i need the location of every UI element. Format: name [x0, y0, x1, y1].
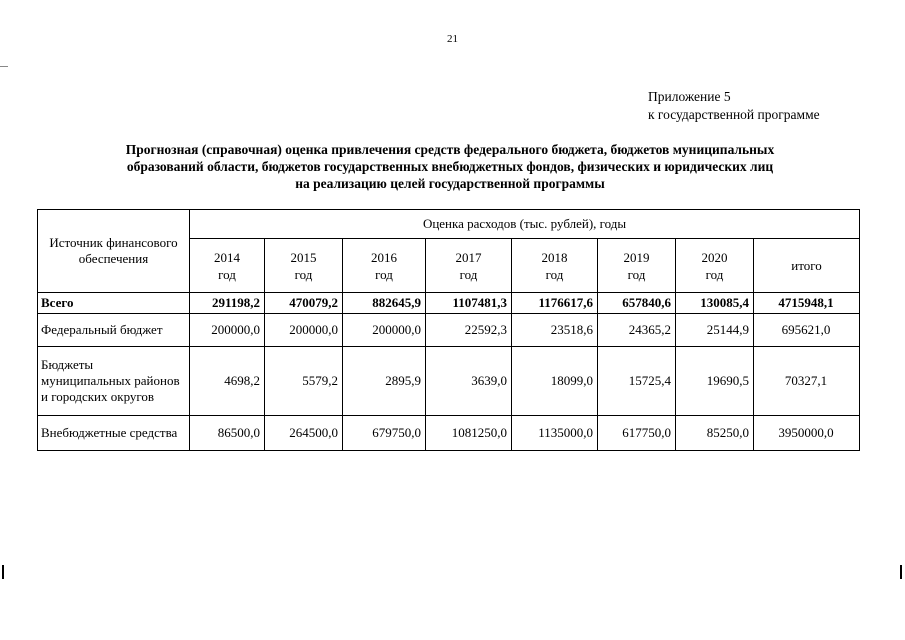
year-unit: год [627, 266, 646, 282]
cell-value: 1135000,0 [512, 416, 598, 451]
year-unit: год [545, 266, 564, 282]
appendix-note [648, 88, 820, 124]
title-line-3: на реализацию целей государственной программы [295, 176, 605, 191]
cell-total: 4715948,1 [754, 293, 860, 314]
page-number: 21 [447, 33, 458, 45]
year-number: 2017 [455, 249, 482, 265]
year-number: 2015 [290, 249, 317, 265]
header-year-2014 [190, 239, 265, 293]
header-source: Источник финансового обеспечения [38, 210, 190, 293]
row-label: Внебюджетные средства [38, 416, 190, 451]
cell-value: 25144,9 [676, 314, 754, 347]
header-estimate: Оценка расходов (тыс. рублей), годы [190, 210, 860, 239]
cell-value: 15725,4 [598, 347, 676, 416]
year-unit: год [375, 266, 393, 282]
table-row-municipal [38, 347, 860, 416]
scan-edge-mark [0, 66, 8, 67]
header-year-2019 [598, 239, 676, 293]
header-year-2018 [512, 239, 598, 293]
scan-edge-mark [900, 565, 902, 579]
row-label: Бюджеты муниципальных районов и городских округов [38, 347, 190, 416]
cell-value: 19690,5 [676, 347, 754, 416]
header-year-2016 [343, 239, 426, 293]
cell-value: 1081250,0 [426, 416, 512, 451]
title-line-1: Прогнозная (справочная) оценка привлечения средств федерального бюджета, бюджетов муниципальных [125, 142, 775, 157]
header-total: итого [754, 239, 860, 293]
cell-value: 85250,0 [676, 416, 754, 451]
cell-value: 130085,4 [676, 293, 754, 314]
cell-value: 882645,9 [343, 293, 426, 314]
cell-value: 617750,0 [598, 416, 676, 451]
year-number: 2018 [541, 249, 568, 265]
cell-value: 657840,6 [598, 293, 676, 314]
year-number: 2019 [623, 249, 650, 265]
cell-value: 291198,2 [190, 293, 265, 314]
year-number: 2020 [701, 249, 728, 265]
year-unit: год [218, 266, 236, 282]
cell-value: 24365,2 [598, 314, 676, 347]
year-unit: год [705, 266, 724, 282]
cell-value: 200000,0 [265, 314, 343, 347]
appendix-line-1: Приложение 5 [648, 89, 731, 104]
cell-value: 86500,0 [190, 416, 265, 451]
year-number: 2016 [371, 249, 397, 265]
cell-value: 22592,3 [426, 314, 512, 347]
header-year-2015 [265, 239, 343, 293]
header-year-2017 [426, 239, 512, 293]
cell-value: 18099,0 [512, 347, 598, 416]
table-row-offbudget [38, 416, 860, 451]
cell-value: 2895,9 [343, 347, 426, 416]
scan-edge-mark [2, 565, 4, 579]
header-year-2020 [676, 239, 754, 293]
cell-total: 3950000,0 [754, 416, 860, 451]
cell-value: 1107481,3 [426, 293, 512, 314]
cell-value: 4698,2 [190, 347, 265, 416]
cell-value: 23518,6 [512, 314, 598, 347]
cell-value: 470079,2 [265, 293, 343, 314]
row-label: Федеральный бюджет [38, 314, 190, 347]
table-row-total [38, 293, 860, 314]
appendix-line-2: к государственной программе [648, 107, 820, 122]
document-title [40, 141, 860, 192]
row-label: Всего [38, 293, 190, 314]
title-line-2: образований области, бюджетов государственных внебюджетных фондов, физических и юридических лиц [126, 159, 774, 174]
cell-value: 264500,0 [265, 416, 343, 451]
cell-value: 1176617,6 [512, 293, 598, 314]
funding-table [37, 209, 860, 451]
cell-value: 3639,0 [426, 347, 512, 416]
year-unit: год [459, 266, 478, 282]
table-row-federal [38, 314, 860, 347]
cell-value: 200000,0 [343, 314, 426, 347]
year-number: 2014 [214, 249, 240, 265]
cell-value: 200000,0 [190, 314, 265, 347]
cell-total: 70327,1 [754, 347, 860, 416]
cell-value: 679750,0 [343, 416, 426, 451]
cell-value: 5579,2 [265, 347, 343, 416]
year-unit: год [294, 266, 313, 282]
cell-total: 695621,0 [754, 314, 860, 347]
